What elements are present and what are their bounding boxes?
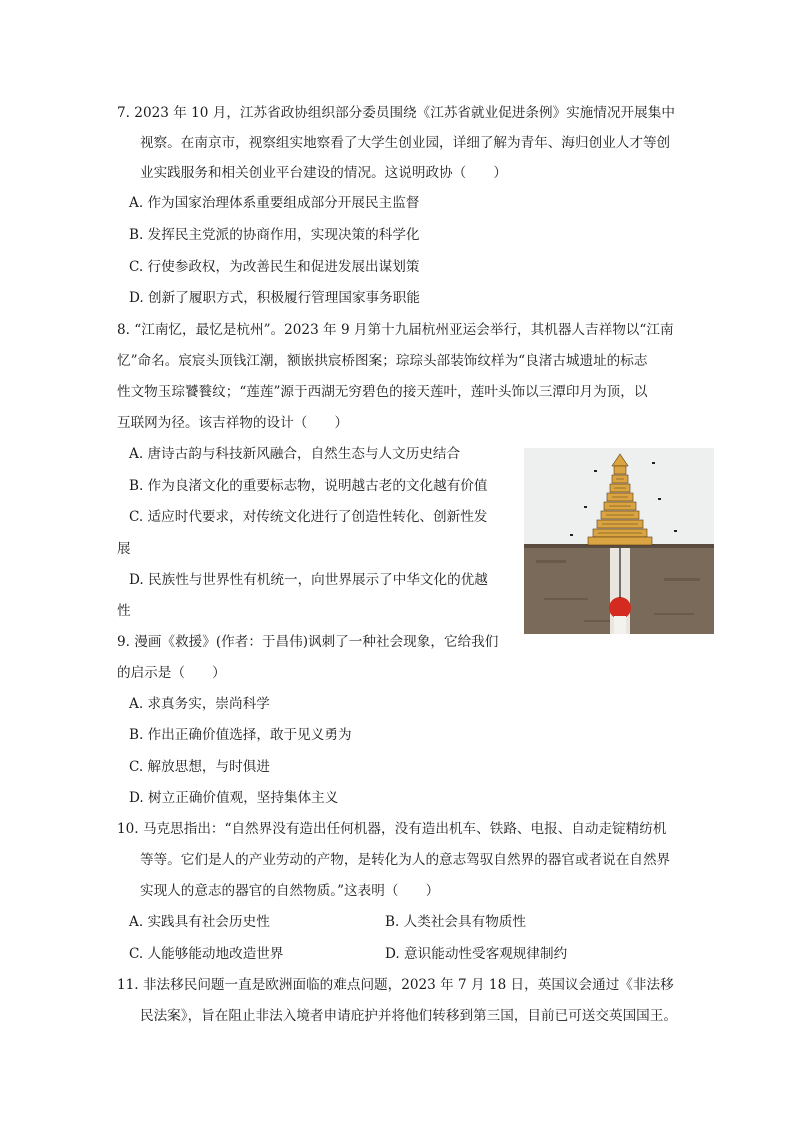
q9-stem-line-1: 9. 漫画《救援》(作者：于昌伟)讽刺了一种社会现象，它给我们 [117,634,499,650]
q9-stem-line-2: 的启示是（ ） [117,665,226,681]
q7-option-a: A. 作为国家治理体系重要组成部分开展民主监督 [129,195,420,211]
q8-stem-line-1: 8. “江南忆，最忆是杭州”。2023 年 9 月第十九届杭州亚运会举行，其机器人吉祥物以“江南 [117,322,674,338]
q10-option-a: A. 实践具有社会历史性 [129,914,270,930]
q9-option-d: D. 树立正确价值观，坚持集体主义 [129,790,339,806]
q7-option-b: B. 发挥民主党派的协商作用，实现决策的科学化 [129,227,420,243]
q7-stem-line-2: 视察。在南京市，视察组实地察看了大学生创业园，详细了解为青年、海归创业人才等创 [140,135,671,151]
q8-option-d: D. 民族性与世界性有机统一，向世界展示了中华文化的优越 [129,572,488,588]
q10-option-c: C. 人能够能动地改造世界 [129,946,284,962]
q8-option-b: B. 作为良渚文化的重要标志物，说明越古老的文化越有价值 [129,478,488,494]
q9-option-a: A. 求真务实，崇尚科学 [129,696,270,712]
q8-stem-line-2: 忆”命名。宸宸头顶钱江潮，额嵌拱宸桥图案；琮琮头部装饰纹样为“良渚古城遗址的标志 [117,353,648,369]
q8-option-c: C. 适应时代要求，对传统文化进行了创造性转化、创新性发 [129,509,488,525]
q10-option-b: B. 人类社会具有物质性 [385,914,526,930]
q7-option-d: D. 创新了履职方式，积极履行管理国家事务职能 [129,290,420,306]
q7-stem-line-3: 业实践服务和相关创业平台建设的情况。这说明政协（ ） [140,165,508,181]
q7-option-c: C. 行使参政权，为改善民生和促进发展出谋划策 [129,259,420,275]
q11-stem-line-1: 11. 非法移民问题一直是欧洲面临的难点问题，2023 年 7 月 18 日，英国议会通过《非法移 [117,977,674,993]
q8-stem-line-4: 互联网为径。该吉祥物的设计（ ） [117,415,349,431]
q10-stem-line-3: 实现人的意志的器官的自然物质。”这表明（ ） [140,883,440,899]
rescue-cartoon-image [524,448,714,634]
q9-option-c: C. 解放思想，与时俱进 [129,759,270,775]
q10-stem-line-1: 10. 马克思指出：“自然界没有造出任何机器，没有造出机车、铁路、电报、自动走锭精纺机 [117,821,667,837]
q8-option-d-wrap: 性 [117,603,131,619]
q8-option-c-wrap: 展 [117,541,131,557]
q7-stem-line-1: 7. 2023 年 10 月，江苏省政协组织部分委员围绕《江苏省就业促进条例》实施情况开展集中 [117,105,675,121]
q8-option-a: A. 唐诗古韵与科技新风融合，自然生态与人文历史结合 [129,446,461,462]
q10-option-d: D. 意识能动性受客观规律制约 [385,946,568,962]
q10-stem-line-2: 等等。它们是人的产业劳动的产物，是转化为人的意志驾驭自然界的器官或者说在自然界 [140,852,671,868]
q11-stem-line-2: 民法案》，旨在阻止非法入境者申请庇护并将他们转移到第三国，目前已可送交英国国王。 [140,1008,677,1024]
q9-option-b: B. 作出正确价值选择，敢于见义勇为 [129,727,352,743]
q8-stem-line-3: 性文物玉琮饕餮纹；“莲莲”源于西湖无穷碧色的接天莲叶，莲叶头饰以三潭印月为顶，以 [117,384,648,400]
